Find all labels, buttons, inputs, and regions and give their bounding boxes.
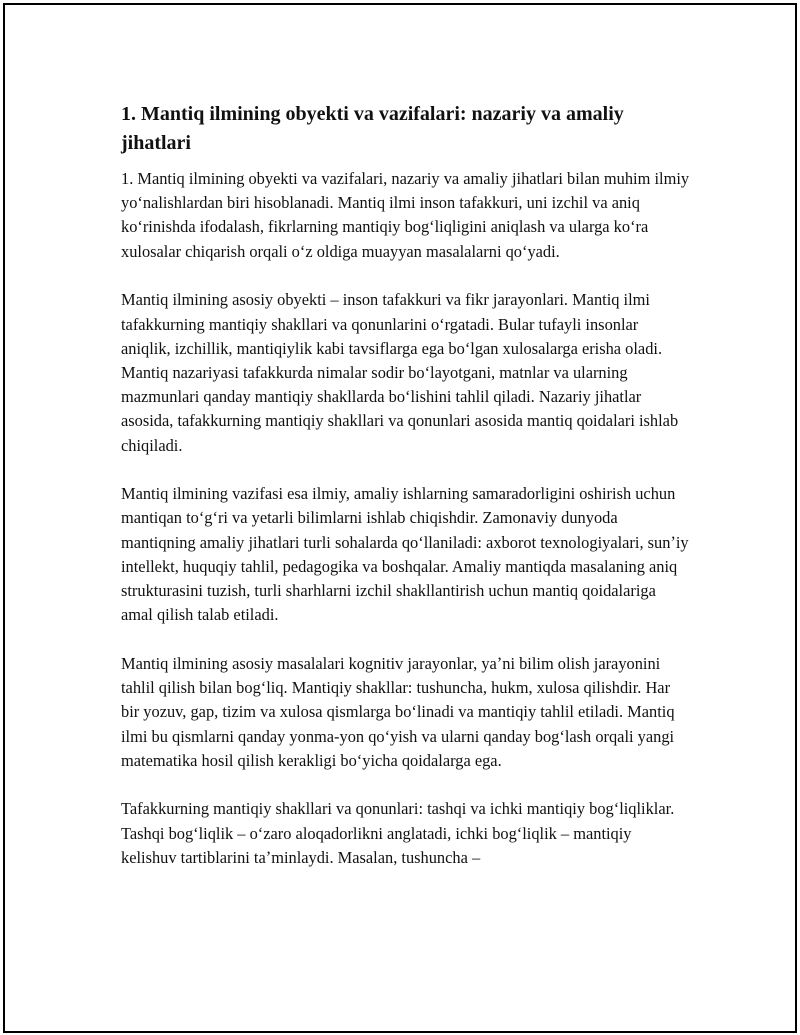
paragraph-1: 1. Mantiq ilmining obyekti va vazifalari, nazariy va amaliy jihatlari bilan muhim ilmiy yoʻnalishlardan biri hisoblanadi. Mantiq ilmi inson tafakkuri, uni izchil va aniq koʻrinishda ifodalash, fikrlarning mantiqiy bogʻliqligini aniqlash va ularga koʻra xulosalar chiqarish orqali oʻz oldiga muayyan masalalarni qoʻyadi. bbox=[121, 169, 690, 261]
paragraph-3: Mantiq ilmining vazifasi esa ilmiy, amaliy ishlarning samaradorligini oshirish uchun mantiqan toʻgʻri va yetarli bilimlarni ishlab chiqishdir. Zamonaviy dunyoda mantiqning amaliy jihatlari turli sohalarda qoʻllaniladi: axborot texnologiyalari, sunʼiy intellekt, huquqiy tahlil, pedagogika va boshqalar. Amaliy mantiqda masalaning aniq strukturasini tuzish, turli sharhlarni izchil shakllantirish uchun mantiq qoidalariga amal qilish talab etiladi. bbox=[121, 484, 689, 625]
paragraph-2: Mantiq ilmining asosiy obyekti – inson tafakkuri va fikr jarayonlari. Mantiq ilmi tafakkurning mantiqiy shakllari va qonunlarini oʻrgatadi. Bular tufayli insonlar aniqlik, izchillik, mantiqiylik kabi tavsiflarga ega boʻlgan xulosalarga erisha oladi. Mantiq nazariyasi tafakkurda nimalar sodir boʻlayotgani, matnlar va ularning mazmunlari qanday mantiqiy shakllarda boʻlishini tahlil qiladi. Nazariy jihatlar asosida, tafakkurning mantiqiy shakllari va qonunlari asosida mantiq qoidalari ishlab chiqiladi. bbox=[121, 290, 679, 455]
paragraph-4: Mantiq ilmining asosiy masalalari kognitiv jarayonlar, yaʼni bilim olish jarayonini tahlil qilish bilan bogʻliq. Mantiqiy shakllar: tushuncha, hukm, xulosa qilishdir. Har bir yozuv, gap, tizim va xulosa qismlarga boʻlinadi va mantiqiy tahlil etiladi. Mantiq ilmi bu qismlarni qanday yonma-yon qoʻyish va ularni qanday bogʻlash orqali yangi matematika hosil qilish kerakligi boʻyicha qoidalarga ega. bbox=[121, 653, 675, 770]
document-body bbox=[121, 100, 691, 895]
paragraph-5: Tafakkurning mantiqiy shakllari va qonunlari: tashqi va ichki mantiqiy bogʻliqliklar. Tashqi bogʻliqlik – oʻzaro aloqadorlikni anglatadi, ichki bogʻliqlik – mantiqiy kelishuv tartiblarini taʼminlaydi. Masalan, tushuncha – bbox=[121, 799, 675, 867]
page-frame bbox=[3, 3, 797, 1033]
document-title: 1. Mantiq ilmining obyekti va vazifalari: nazariy va amaliy jihatlari bbox=[121, 103, 624, 154]
